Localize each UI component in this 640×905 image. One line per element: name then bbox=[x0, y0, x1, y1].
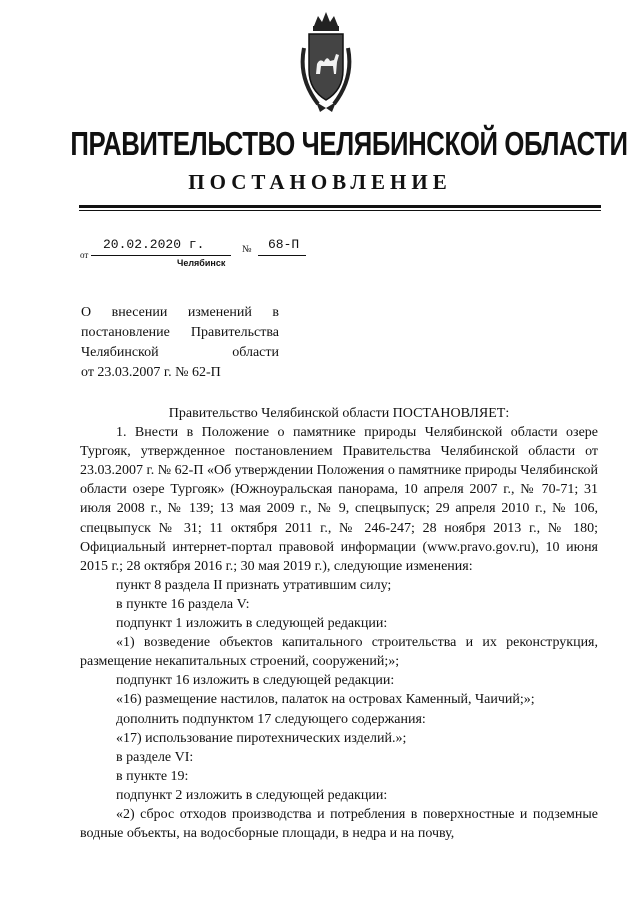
document-body bbox=[80, 404, 598, 843]
paragraph: 1. Внести в Положение о памятнике природы Челябинской области озере Тургояк, утвержденное постановлением Правительства Челябинской области от 23.03.2007 г. № 62-П «Об утверждении Положения о памятнике природы Челябинской области озере Тургояк» (Южноуральская панорама, 10 апреля 2007 г., № 70-71; 31 июля 2008 г., № 139; 13 мая 2009 г., № 9, спецвыпуск; 29 апреля 2010 г., № 106, спецвыпуск № 31; 11 октября 2011 г., № 246-247; 28 ноября 2013 г., № 180; Официальный интернет-портал правовой информации (www.pravo.gov.ru), 10 июня 2015 г.; 28 октября 2016 г.; 30 мая 2019 г.), следующие изменения: bbox=[80, 425, 598, 574]
paragraph: подпункт 1 изложить в следующей редакции: bbox=[116, 616, 388, 632]
preamble: Правительство Челябинской области ПОСТАНОВЛЯЕТ: bbox=[168, 406, 510, 421]
document-city: Челябинск bbox=[177, 258, 226, 268]
paragraph: дополнить подпунктом 17 следующего содержания: bbox=[116, 711, 426, 727]
document-type: ПОСТАНОВЛЕНИЕ bbox=[188, 170, 452, 194]
paragraph: пункт 8 раздела II признать утратившим силу; bbox=[116, 577, 392, 593]
date-underline bbox=[91, 255, 231, 256]
chelyabinsk-coat-of-arms-icon bbox=[296, 8, 356, 116]
header-rule-thick bbox=[79, 205, 601, 208]
document-date: 20.02.2020 г. bbox=[103, 237, 205, 252]
paragraph: подпункт 16 изложить в следующей редакции: bbox=[116, 673, 395, 689]
paragraph: в пункте 19: bbox=[116, 768, 189, 784]
subject-line: постановление Правительства bbox=[81, 325, 279, 340]
subject-line: Челябинской области bbox=[81, 345, 279, 360]
paragraph: «1) возведение объектов капитального строительства и их реконструкция, размещение некапитальных строений, сооружений;»; bbox=[80, 635, 598, 670]
document-subject bbox=[81, 303, 279, 383]
government-title: ПРАВИТЕЛЬСТВО ЧЕЛЯБИНСКОЙ ОБЛАСТИ bbox=[70, 125, 628, 162]
subject-line: О внесении изменений в bbox=[81, 305, 279, 320]
paragraph: «17) использование пиротехнических изделий.»; bbox=[116, 730, 407, 746]
paragraph: «16) размещение настилов, палаток на островах Каменный, Чаичий;»; bbox=[116, 692, 535, 708]
number-label: № bbox=[242, 244, 252, 255]
paragraph: в пункте 16 раздела V: bbox=[116, 596, 250, 612]
header-rule-thin bbox=[79, 210, 601, 211]
date-prefix-label: от bbox=[80, 250, 89, 260]
number-underline bbox=[258, 255, 306, 256]
paragraph: подпункт 2 изложить в следующей редакции: bbox=[116, 787, 388, 803]
document-number: 68-П bbox=[268, 237, 300, 252]
subject-line: от 23.03.2007 г. № 62-П bbox=[81, 365, 221, 380]
paragraph: в разделе VI: bbox=[116, 749, 194, 765]
paragraph: «2) сброс отходов производства и потребления в поверхностные и подземные водные объекты, на водосборные площади, в недра и на почву, bbox=[80, 806, 598, 842]
